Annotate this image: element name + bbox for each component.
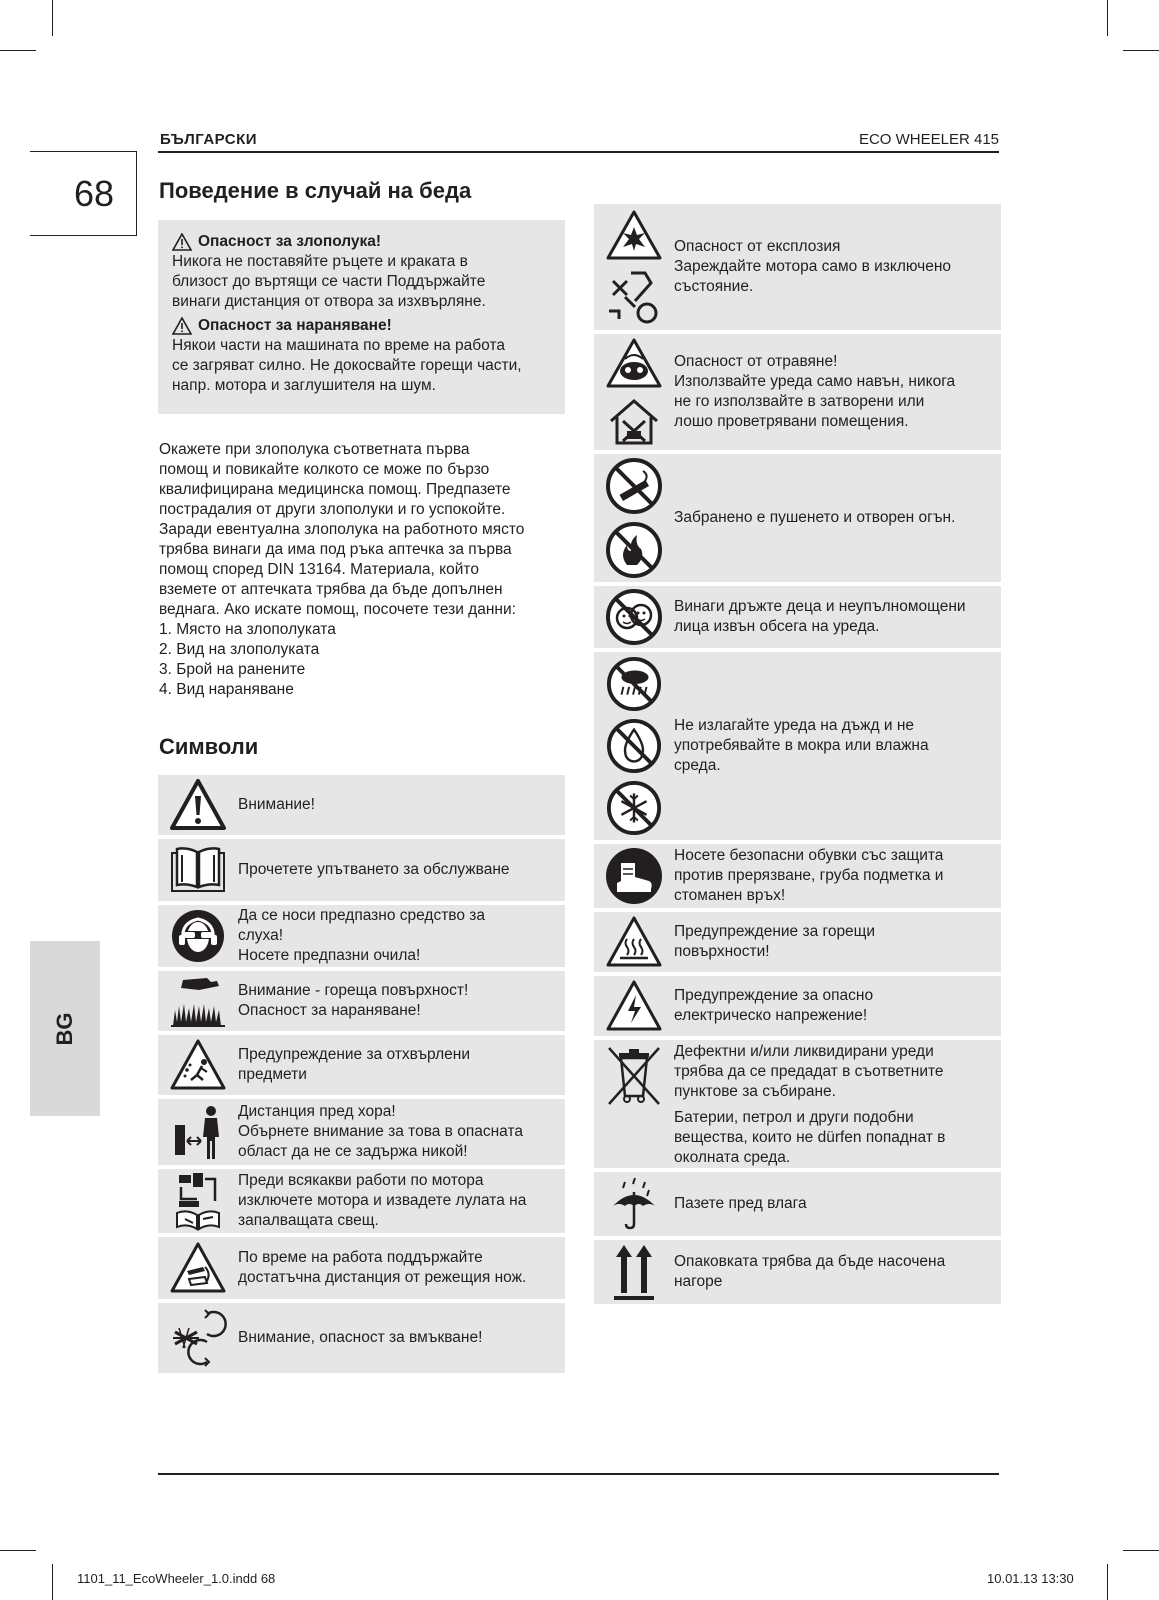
symbol-row [158,1169,565,1233]
warning-title [172,316,551,336]
symbol-text: околната среда. [674,1149,791,1166]
symbol-row [158,905,565,967]
this-way-up-icon [605,1241,663,1303]
hot-surface-hand-icon [169,974,227,1028]
symbol-text: против прерязване, груба подметка и [674,867,944,884]
footer-date: 10.01.13 13:30 [987,1571,1074,1586]
list-item: 3. Брой на ранените [159,661,306,678]
symbol-row [594,204,1001,330]
symbol-text: употребявайте в мокра или влажна [674,737,929,754]
symbol-text: стоманен връх! [674,887,786,904]
symbol-row [594,976,1001,1036]
symbol-text: Зареждайте мотора само в изключено [674,258,952,275]
warning-line: се загряват силно. Не докосвайте горещи части, [172,357,522,374]
symbol-text: Носете безопасни обувки със защита [674,847,944,864]
symbol-row [594,844,1001,908]
symbol-text: Винаги дръжте деца и неупълномощени [674,598,966,615]
poisoning-icon [605,337,663,389]
warning-title [172,232,551,252]
section-title-symbols: Символи [159,734,259,759]
symbol-row [158,971,565,1031]
symbol-text: Внимание - гореща повърхност! [238,982,469,999]
header-product: ECO WHEELER 415 [858,131,999,148]
symbol-row [158,775,565,835]
symbol-row [594,1040,1001,1168]
keep-distance-icon [169,1103,227,1161]
symbol-text: предмети [238,1066,307,1083]
entanglement-icon [169,1308,227,1368]
warning-title-text: Опасност за злополука! [198,233,382,250]
crop-mark [1123,50,1159,51]
symbol-text: Опасност за нараняване! [238,1002,421,1019]
symbol-text: достатъчна дистанция от режещия нож. [238,1269,527,1286]
crop-mark [0,1550,36,1551]
text-line: помощ и повикайте колкото се може по бързо [159,461,490,478]
section-title-accident: Поведение в случай на беда [159,178,472,203]
warning-title-text: Опасност за нараняване! [198,317,392,334]
no-rain-icon [606,656,662,712]
symbol-text: изключете мотора и извадете лулата на [238,1192,527,1209]
cutting-blade-icon [169,1241,227,1295]
text-line: помощ според DIN 13164. Материала, който [159,561,479,578]
symbol-text: електрическо напрежение! [674,1007,868,1024]
crop-mark [52,0,53,36]
warning-line: напр. мотора и заглушителя на шум. [172,377,436,394]
symbol-text: Предупреждение за горещи [674,923,876,940]
symbol-row [594,1240,1001,1304]
crop-mark [52,1564,53,1600]
keep-dry-icon [605,1176,663,1232]
symbol-text: Предупреждение за отхвърлени [238,1046,471,1063]
symbol-text: нагоре [674,1273,723,1290]
symbol-text: пунктове за събиране. [674,1083,836,1100]
symbol-text: Преди всякакви работи по мотора [238,1172,484,1189]
text-line: веднага. Ако искате помощ, посочете тези данни: [159,601,516,618]
explosion-icon [605,209,663,261]
warning-triangle-icon [172,233,192,251]
crop-mark [0,50,36,51]
symbol-text: лица извън обсега на уреда. [674,618,880,635]
list-item: 2. Вид на злополуката [159,641,320,658]
warning-line: близост до въртящи се части Поддържайте [172,273,486,290]
symbol-text: Забранено е пушенето и отворен огън. [674,509,956,526]
text-line: вземете от аптечката трябва да бъде допълнен [159,581,503,598]
footer-filename: 1101_11_EcoWheeler_1.0.indd 68 [77,1571,276,1586]
symbol-row [158,1099,565,1165]
warning-box [158,220,565,414]
weee-bin-icon [605,1044,663,1106]
thrown-objects-icon [169,1038,227,1092]
text-line: пострадалия от други злополуки и го успокойте. [159,501,506,518]
symbol-row [594,1172,1001,1236]
attention-triangle-icon [169,778,227,832]
symbol-text: По време на работа поддържайте [238,1249,483,1266]
text-line: трябва винаги да има под ръка аптечка за първа [159,541,512,558]
symbol-text: Дефектни и/или ликвидирани уреди [674,1043,934,1060]
symbol-text: Опасност от експлозия [674,238,841,255]
page-number: 68 [74,173,115,214]
symbol-text: слуха! [238,927,284,944]
warning-line: Някои части на машината по време на работа [172,337,505,354]
symbol-text: трябва да се предадат в съответните [674,1063,944,1080]
symbol-text: Опаковката трябва да бъде насочена [674,1253,946,1270]
symbol-text: Пазете пред влага [674,1195,807,1212]
warning-triangle-icon [172,317,192,335]
header-language: БЪЛГАРСКИ [160,131,258,148]
safety-shoes-icon [605,847,663,905]
text-line: Окажете при злополука съответната първа [159,441,470,458]
symbol-text: Внимание! [238,796,315,813]
list-item: 1. Място на злополуката [159,621,336,638]
text-line: квалифицирана медицинска помощ. Предпазете [159,481,511,498]
symbol-text: вещества, които не dürfen попаднат в [674,1129,946,1146]
symbol-text: среда. [674,757,721,774]
symbol-text: Обърнете внимание за това в опасната [238,1123,523,1140]
crop-mark [1107,0,1108,36]
symbol-row [158,1303,565,1373]
symbol-text: Внимание, опасност за вмъкване! [238,1329,483,1346]
symbol-row [158,1237,565,1299]
symbol-text: Носете предпазни очила! [238,947,421,964]
symbol-row [594,652,1001,840]
list-item: 4. Вид нараняване [159,681,294,698]
warning-line: винаги дистанция от отвора за изхвърляне. [172,293,486,310]
symbol-text: Предупреждение за опасно [674,987,874,1004]
hot-surface-icon [605,915,663,969]
read-manual-icon [169,845,227,895]
no-moisture-icon [606,718,662,774]
warning-line: Никога не поставяйте ръцете и краката в [172,253,468,270]
symbol-text: Използвайте уреда само навън, никога [674,373,956,390]
symbol-text: Дистанция пред хора! [238,1103,396,1120]
language-tab-label: BG [52,1012,77,1045]
first-aid-text [159,440,569,700]
footer-rule [158,1473,999,1475]
keep-children-away-icon [605,588,663,646]
symbol-text: повърхности! [674,943,770,960]
no-open-fire-icon [605,521,663,579]
symbol-text: запалващата свещ. [238,1212,379,1229]
symbol-row [158,1035,565,1095]
crop-mark [1123,1550,1159,1551]
spark-plug-icon [171,1171,225,1231]
symbol-text: състояние. [674,278,754,295]
header-rule [158,151,999,153]
text-line: Заради евентуална злополука на работното място [159,521,525,538]
symbol-text: Не излагайте уреда на дъжд и не [674,717,915,734]
symbol-text: Да се носи предпазно средство за [238,907,486,924]
symbol-row [594,912,1001,972]
language-tab [30,941,100,1116]
crop-mark [1107,1564,1108,1600]
no-frost-icon [606,780,662,836]
symbol-text: област да не се задържа никой! [238,1143,468,1160]
ear-eye-protection-icon [171,909,225,963]
symbol-text: Прочетете упътването за обслужване [238,861,510,878]
electric-voltage-icon [605,979,663,1033]
symbol-text: Батерии, петрол и други подобни [674,1109,914,1126]
symbol-text: Опасност от отравяне! [674,353,838,370]
refuel-engine-off-icon [605,267,663,325]
symbol-row [594,586,1001,648]
symbol-text: не го използвайте в затворени или [674,393,925,410]
no-indoor-use-icon [605,395,663,447]
symbol-row [158,839,565,901]
no-smoking-icon [605,457,663,515]
symbol-row [594,334,1001,450]
symbol-row [594,454,1001,582]
symbol-text: лошо проветрявани помещения. [674,413,909,430]
